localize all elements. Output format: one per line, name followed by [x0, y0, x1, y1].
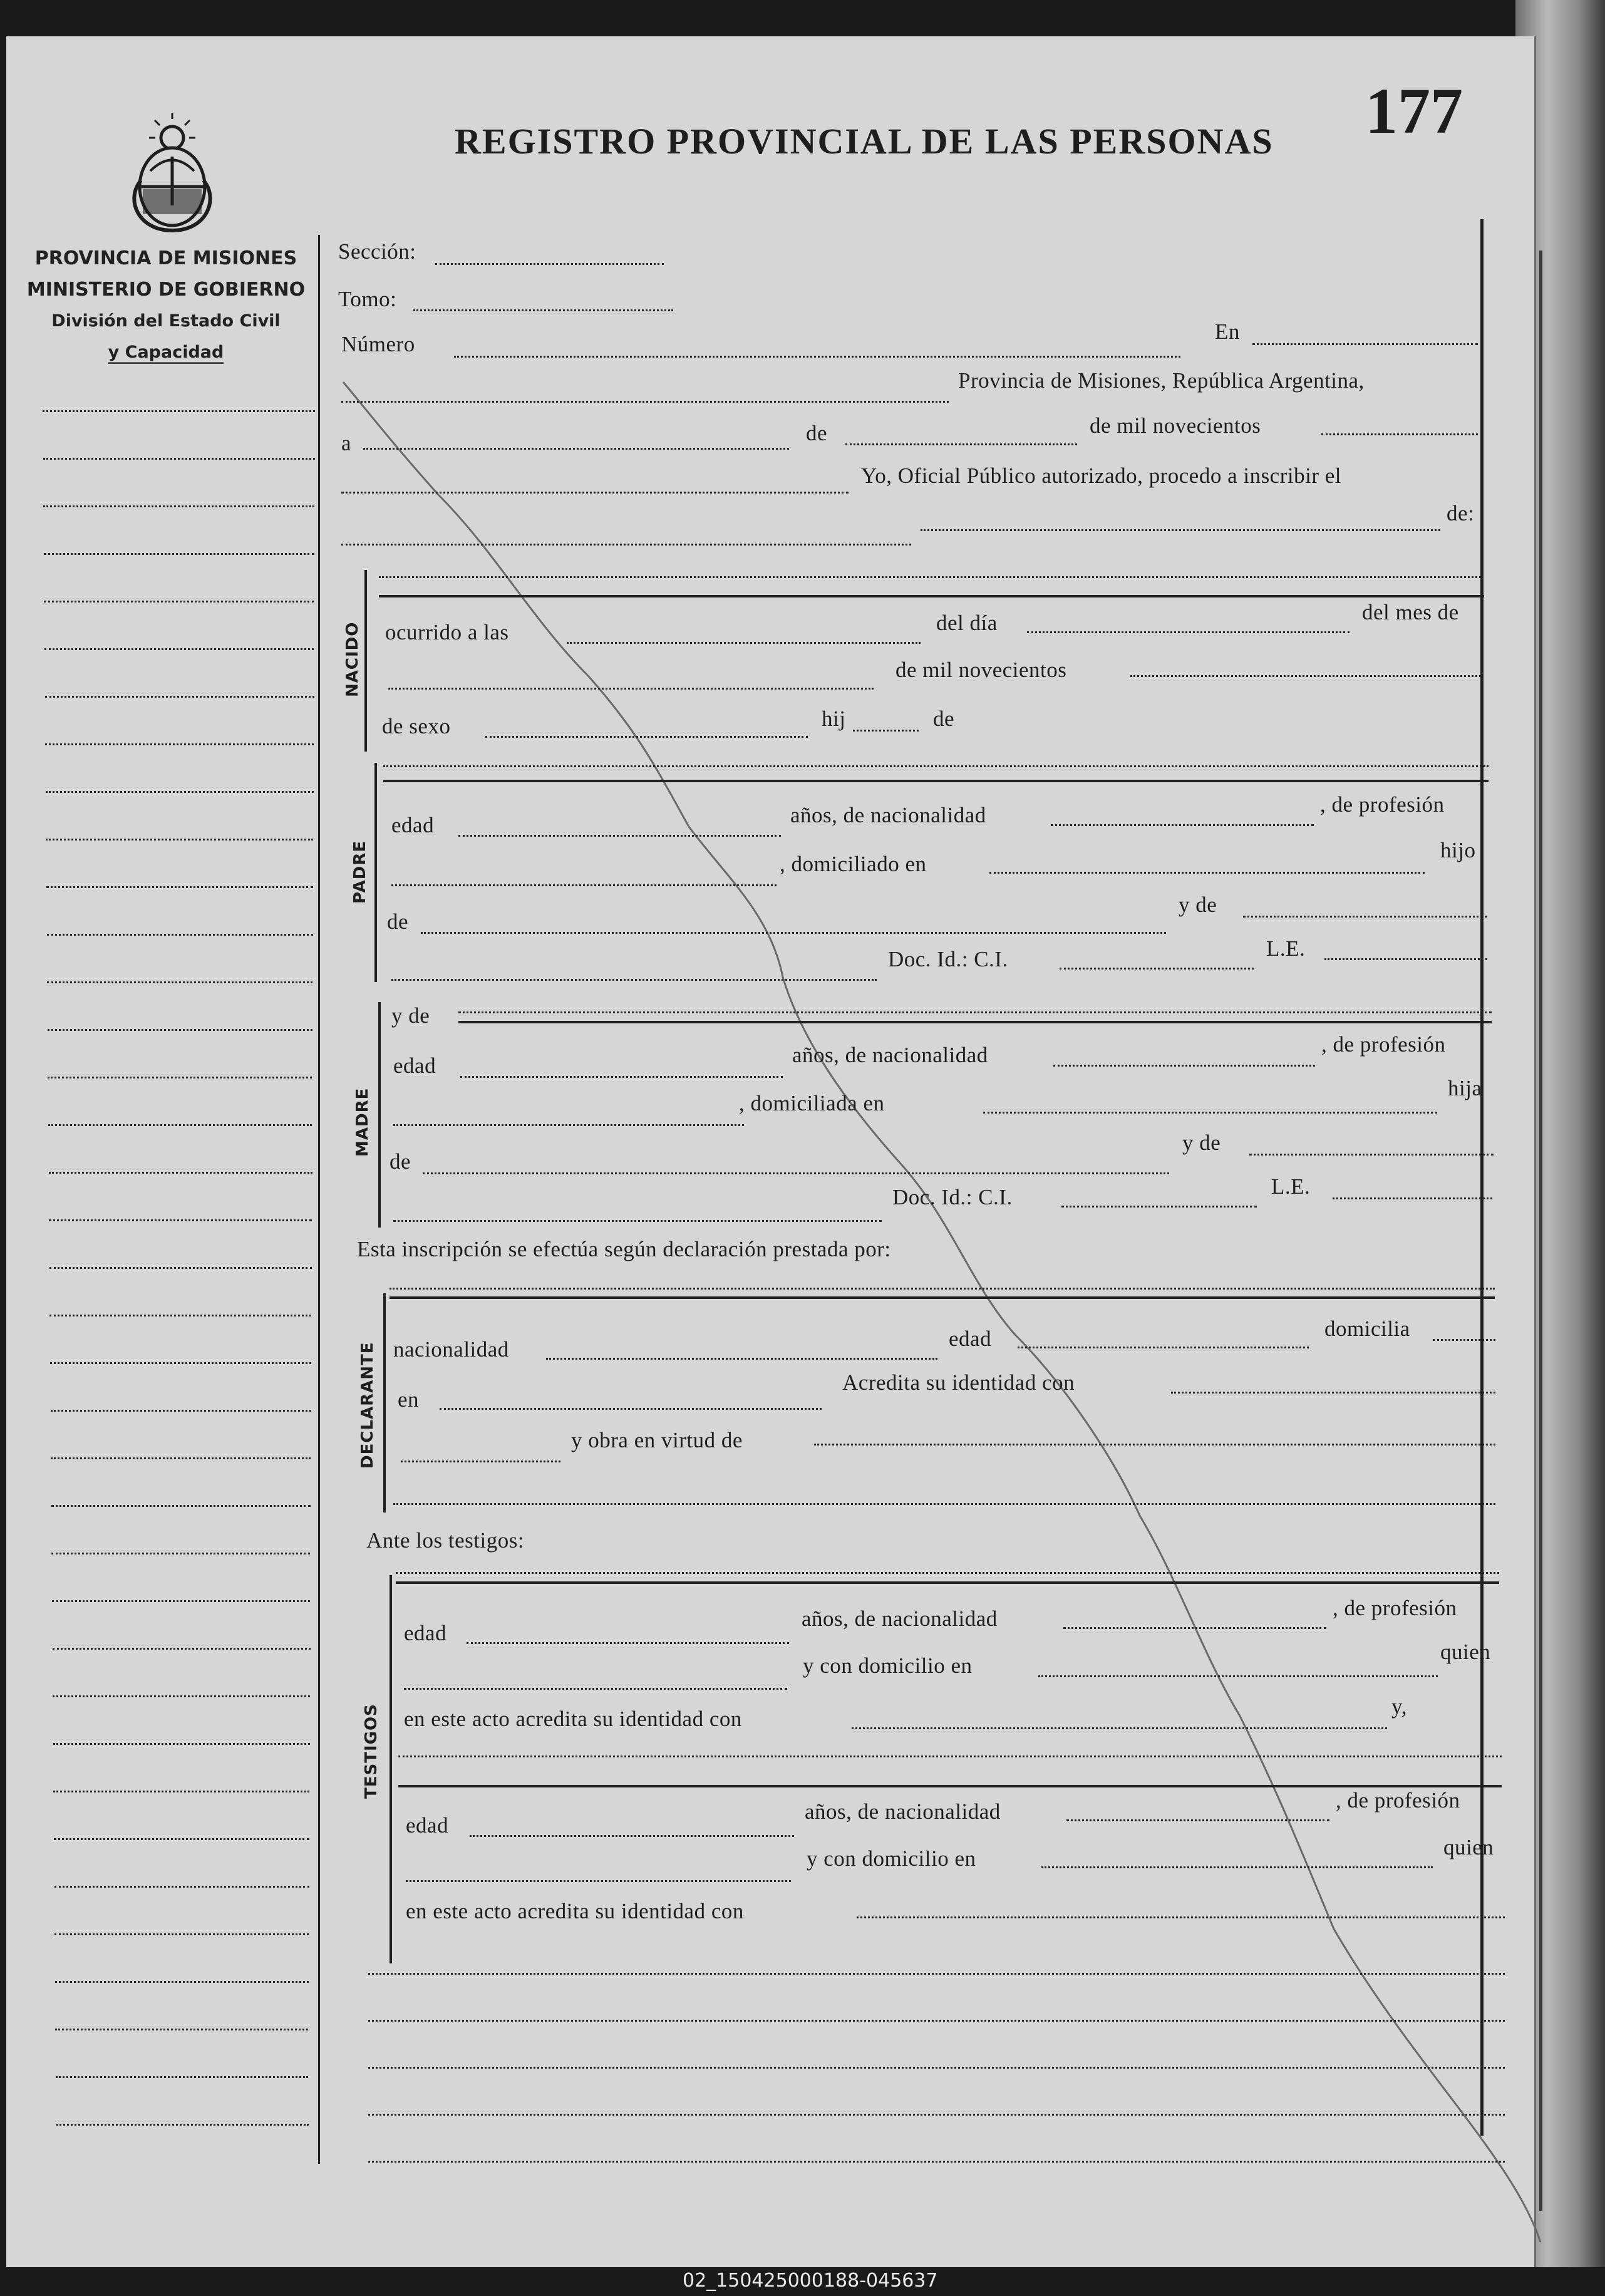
numero-field[interactable] — [454, 356, 1180, 358]
margin-note-line[interactable] — [44, 648, 314, 650]
section-label-declarante: DECLARANTE — [358, 1342, 377, 1469]
testigo1-documento-field[interactable] — [852, 1727, 1387, 1729]
testigo2-documento-field[interactable] — [857, 1916, 1505, 1918]
margin-divider — [318, 235, 320, 2164]
hij-label: hij — [822, 706, 846, 731]
declarante-rule — [390, 1296, 1495, 1299]
margin-note-line[interactable] — [52, 1600, 310, 1602]
padre-domicilio-field[interactable] — [989, 872, 1425, 874]
testigo2-rule — [398, 1785, 1502, 1787]
agency-capacity: y Capacidad — [19, 337, 313, 368]
testigo2-quien-label: quien — [1443, 1835, 1494, 1859]
margin-note-line[interactable] — [43, 505, 314, 507]
madre-hija-label: hija — [1448, 1076, 1482, 1100]
observaciones-line[interactable] — [368, 2161, 1505, 2163]
observaciones-line[interactable] — [368, 1973, 1505, 1975]
padre-le-label: L.E. — [1266, 936, 1306, 961]
observaciones-line[interactable] — [368, 2020, 1505, 2022]
padre-le-field[interactable] — [1324, 958, 1487, 960]
declarante-doc-cont-field[interactable] — [401, 1461, 560, 1462]
madre-name-field[interactable] — [458, 1011, 1492, 1013]
tomo-field[interactable] — [413, 309, 673, 311]
margin-note-line[interactable] — [48, 1029, 312, 1031]
declarante-en-label: en — [398, 1387, 420, 1412]
declarante-domicilio-field[interactable] — [440, 1408, 822, 1410]
hora-field[interactable] — [567, 642, 921, 644]
testigo2-anios-label: años, de nacionalidad — [805, 1799, 1001, 1824]
margin-note-line[interactable] — [47, 981, 312, 983]
nacido-mil-novecientos-label: de mil novecientos — [895, 658, 1067, 682]
declarante-documento-field[interactable] — [1171, 1392, 1495, 1394]
issuing-agency — [19, 243, 313, 368]
form-title: REGISTRO PROVINCIAL DE LAS PERSONAS — [455, 121, 1274, 162]
testigos-intro-text: Ante los testigos: — [366, 1528, 525, 1553]
testigo2-profesion-label: , de profesión — [1336, 1788, 1460, 1812]
agency-ministry: MINISTERIO DE GOBIERNO — [26, 279, 306, 301]
section-label-nacido: NACIDO — [343, 621, 362, 697]
madre-y-de-label: y de — [391, 1003, 430, 1028]
madre-profesion-field[interactable] — [393, 1124, 744, 1126]
sexo-label: de sexo — [382, 714, 451, 738]
madre-padre-field[interactable] — [423, 1172, 1169, 1174]
margin-note-line[interactable] — [55, 1981, 309, 1983]
margin-note-line[interactable] — [49, 1219, 312, 1221]
mil-novecientos-label: de mil novecientos — [1090, 413, 1261, 438]
testigo1-profesion-label: , de profesión — [1333, 1596, 1457, 1620]
padre-anios-label: años, de nacionalidad — [790, 803, 986, 827]
padre-name-field[interactable] — [383, 765, 1489, 767]
tomo-label: Tomo: — [338, 287, 397, 311]
observaciones-line[interactable] — [368, 2114, 1505, 2116]
fecha-de-label: de — [806, 421, 828, 445]
madre-extra-field[interactable] — [393, 1220, 882, 1222]
margin-note-line[interactable] — [53, 1648, 311, 1650]
margin-note-line[interactable] — [55, 2029, 308, 2030]
nacido-bracket — [364, 570, 367, 752]
seccion-label: Sección: — [338, 239, 416, 264]
nacido-anio-field[interactable] — [1130, 675, 1481, 677]
testigo1-domicilio-label: y con domicilio en — [803, 1653, 973, 1678]
testigos-bracket — [390, 1575, 392, 1963]
testigo1-acredita-label: en este acto acredita su identidad con — [404, 1707, 742, 1731]
testigo1-quien-label: quien — [1440, 1640, 1491, 1664]
oficial-text: Yo, Oficial Público autorizado, procedo a inscribir el — [861, 463, 1342, 488]
padre-edad-label: edad — [391, 813, 435, 837]
declarante-bracket — [383, 1293, 386, 1513]
margin-note-line[interactable] — [45, 743, 314, 745]
margin-note-line[interactable] — [49, 1315, 311, 1316]
madre-madre-field[interactable] — [1249, 1154, 1494, 1156]
declarante-edad-label: edad — [949, 1326, 992, 1351]
margin-note-line[interactable] — [46, 791, 314, 793]
inscribir-field-a[interactable] — [341, 544, 911, 546]
dia-field[interactable] — [1027, 631, 1350, 633]
margin-note-line[interactable] — [45, 696, 314, 698]
ocurrido-label: ocurrido a las — [385, 620, 509, 644]
section-label-testigos: TESTIGOS — [362, 1704, 381, 1799]
margin-note-line[interactable] — [51, 1553, 310, 1554]
testigo2-edad-label: edad — [406, 1813, 449, 1838]
madre-domicilio-label: , domiciliada en — [739, 1091, 885, 1115]
padre-profesion-label: , de profesión — [1320, 792, 1445, 817]
testigo1-anios-label: años, de nacionalidad — [802, 1606, 998, 1631]
margin-note-line[interactable] — [46, 886, 313, 888]
margin-note-line[interactable] — [46, 839, 313, 840]
testigo1-rule — [396, 1581, 1499, 1584]
numero-label: Número — [341, 332, 415, 356]
padre-doc-label: Doc. Id.: C.I. — [888, 947, 1008, 971]
lugar-continuation-field[interactable] — [341, 401, 949, 403]
observaciones-line[interactable] — [368, 2067, 1505, 2069]
declaracion-text: Esta inscripción se efectúa según declaración prestada por: — [357, 1237, 891, 1261]
inscribir-field-b[interactable] — [921, 529, 1440, 531]
oficial-field[interactable] — [341, 492, 849, 494]
declarante-obra-field[interactable] — [814, 1444, 1495, 1445]
testigo1-edad-label: edad — [404, 1621, 447, 1645]
madre-y-de-label-2: y de — [1182, 1130, 1221, 1155]
page-edge-rule — [1539, 251, 1542, 2211]
margin-note-line[interactable] — [44, 601, 314, 602]
testigo2-name-field[interactable] — [398, 1756, 1502, 1757]
padre-padre-field[interactable] — [421, 932, 1166, 934]
madre-bracket — [378, 1002, 381, 1228]
declarante-domicilia-field[interactable] — [1433, 1339, 1495, 1341]
padre-extra-field[interactable] — [391, 979, 877, 981]
coat-of-arms-icon — [125, 111, 219, 237]
madre-le-field[interactable] — [1333, 1197, 1492, 1199]
margin-note-line[interactable] — [54, 1886, 309, 1888]
del-dia-label: del día — [936, 611, 998, 635]
margin-note-line[interactable] — [43, 458, 315, 460]
madre-anios-label: años, de nacionalidad — [792, 1043, 988, 1067]
margin-note-line[interactable] — [56, 2076, 308, 2078]
padre-hijo-label: hijo — [1440, 838, 1476, 862]
sexo-field[interactable] — [485, 736, 808, 738]
del-mes-label: del mes de — [1362, 600, 1459, 624]
testigo2-domicilio-label: y con domicilio en — [807, 1846, 976, 1871]
madre-nacionalidad-field[interactable] — [1053, 1065, 1315, 1067]
padre-madre-field[interactable] — [1243, 916, 1487, 918]
margin-note-line[interactable] — [53, 1743, 310, 1745]
declarante-domicilia-label: domicilia — [1324, 1316, 1410, 1341]
folio-number: 177 — [1365, 75, 1463, 147]
padre-edad-field[interactable] — [458, 835, 781, 837]
testigo1-domicilio-field[interactable] — [1038, 1675, 1438, 1677]
agency-division: División del Estado Civil — [51, 311, 281, 331]
madre-doc-label: Doc. Id.: C.I. — [892, 1185, 1013, 1209]
section-label-padre: PADRE — [351, 840, 369, 904]
padre-profesion-field[interactable] — [391, 884, 777, 886]
testigo2-profesion-field[interactable] — [406, 1880, 791, 1882]
hij-suffix-field[interactable] — [853, 730, 919, 732]
margin-note-line[interactable] — [51, 1505, 311, 1507]
declarante-nacionalidad-label: nacionalidad — [393, 1337, 509, 1362]
testigo1-nacionalidad-field[interactable] — [1063, 1627, 1326, 1629]
padre-nacionalidad-field[interactable] — [1051, 824, 1314, 826]
padre-rule — [383, 780, 1489, 782]
margin-note-line[interactable] — [48, 1124, 312, 1126]
lugar-field[interactable] — [1252, 343, 1478, 345]
testigo2-domicilio-field[interactable] — [1041, 1866, 1433, 1868]
madre-edad-field[interactable] — [460, 1076, 783, 1078]
padre-de-label: de — [387, 909, 409, 934]
testigo1-y-label: y, — [1391, 1694, 1407, 1719]
margin-note-line[interactable] — [48, 1077, 312, 1078]
madre-rule — [458, 1021, 1492, 1023]
agency-province: PROVINCIA DE MISIONES — [34, 247, 297, 269]
declarante-edad-field[interactable] — [1018, 1347, 1309, 1348]
madre-profesion-label: , de profesión — [1321, 1032, 1446, 1057]
fecha-a-label: a — [341, 431, 352, 455]
testigo1-name-field[interactable] — [396, 1572, 1499, 1574]
scan-id: 02_150425000188-045637 — [683, 2270, 938, 2292]
margin-note-line[interactable] — [49, 1267, 312, 1269]
declarante-acredita-label: Acredita su identidad con — [842, 1370, 1075, 1395]
madre-de-label: de — [390, 1149, 411, 1174]
testigo1-profesion-field[interactable] — [404, 1688, 787, 1690]
nacido-de-label: de — [933, 706, 955, 731]
margin-note-line[interactable] — [49, 1172, 312, 1174]
seccion-field[interactable] — [435, 263, 664, 265]
provincia-text: Provincia de Misiones, República Argentina, — [958, 368, 1365, 393]
margin-note-line[interactable] — [53, 1791, 309, 1792]
declarante-name-field[interactable] — [390, 1288, 1495, 1290]
testigo2-acredita-label: en este acto acredita su identidad con — [406, 1899, 744, 1923]
margin-note-line[interactable] — [51, 1410, 311, 1412]
padre-bracket — [374, 763, 377, 982]
madre-le-label: L.E. — [1271, 1174, 1311, 1199]
testigo2-nacionalidad-field[interactable] — [1066, 1819, 1329, 1821]
nacido-name-field[interactable] — [379, 576, 1481, 578]
madre-domicilio-field[interactable] — [983, 1112, 1437, 1114]
margin-note-line[interactable] — [51, 1457, 311, 1459]
testigo1-edad-field[interactable] — [467, 1642, 789, 1644]
nacido-rule — [379, 595, 1484, 597]
padre-ci-field[interactable] — [1060, 968, 1254, 970]
margin-note-line[interactable] — [53, 1695, 310, 1697]
margin-note-line[interactable] — [50, 1362, 311, 1364]
declarante-obra-label: y obra en virtud de — [571, 1428, 743, 1452]
madre-edad-label: edad — [393, 1053, 436, 1078]
margin-note-line[interactable] — [43, 410, 315, 412]
en-label: En — [1215, 319, 1240, 344]
declarante-obra-cont-field[interactable] — [393, 1503, 1495, 1505]
padre-domicilio-label: , domiciliado en — [780, 852, 927, 876]
fecha-dia-field[interactable] — [363, 448, 789, 450]
fecha-anio-field[interactable] — [1321, 433, 1478, 435]
section-label-madre: MADRE — [353, 1087, 372, 1157]
mes-field[interactable] — [388, 688, 874, 690]
margin-note-line[interactable] — [54, 1838, 309, 1840]
margin-note-line[interactable] — [44, 553, 314, 555]
testigo2-edad-field[interactable] — [470, 1835, 794, 1837]
margin-note-line[interactable] — [56, 2124, 309, 2126]
padre-y-de-label: y de — [1179, 892, 1217, 917]
scan-footer — [0, 2267, 1605, 2296]
madre-ci-field[interactable] — [1061, 1206, 1257, 1207]
margin-note-line[interactable] — [47, 934, 313, 936]
declarante-nacionalidad-field[interactable] — [546, 1358, 937, 1360]
de-colon-label: de: — [1447, 501, 1475, 525]
fecha-mes-field[interactable] — [845, 443, 1077, 445]
margin-note-line[interactable] — [54, 1933, 309, 1935]
